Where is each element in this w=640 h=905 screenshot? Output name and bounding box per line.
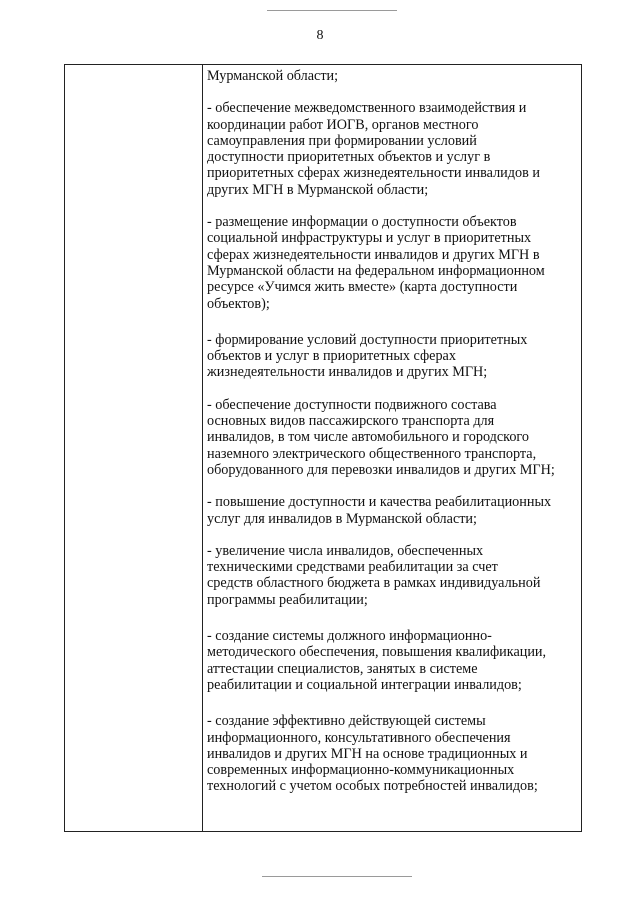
- top-rule: [267, 10, 397, 11]
- list-item-information-placement: - размещение информации о доступности объектов социальной инфраструктуры и услуг в приоритетных сферах жизнедеятельности инвалидов и других МГН в Мурманской области на федеральном информационном ресурсе «Учимся жить вместе» (карта доступности объектов);: [207, 214, 545, 312]
- list-item-coordination: - обеспечение межведомственного взаимодействия и координации работ ИОГВ, органов местного самоуправления при формировании условий доступности приоритетных объектов и услуг в приоритетных сферах жизнедеятельности инвалидов и других МГН в Мурманской области;: [207, 100, 540, 198]
- table-left-cell: [65, 65, 202, 831]
- table-right-cell: [207, 65, 575, 795]
- list-item-technical-means: - увеличение числа инвалидов, обеспеченных техническими средствами реабилитации за счет средств областного бюджета в рамках индивидуальной программы реабилитации;: [207, 542, 541, 608]
- document-table: [64, 64, 582, 832]
- list-item-intro: Мурманской области;: [207, 68, 339, 84]
- list-item-rehabilitation-services: - повышение доступности и качества реабилитационных услуг для инвалидов в Мурманской области;: [207, 494, 552, 527]
- page-number: 8: [316, 28, 324, 43]
- list-item-information-system: - создание эффективно действующей системы информационного, консультативного обеспечения инвалидов и других МГН на основе традиционных и современных информационно-коммуникационных технологий с учетом особых потребностей инвалидов;: [207, 713, 538, 795]
- list-item-accessibility-conditions: - формирование условий доступности приоритетных объектов и услуг в приоритетных сферах жизнедеятельности инвалидов и других МГН;: [207, 331, 528, 381]
- bottom-rule: [262, 876, 412, 877]
- list-item-transport: - обеспечение доступности подвижного состава основных видов пассажирского транспорта для инвалидов, в том числе автомобильного и городского наземного электрического общественного транспорта, оборудованного для перевозки инвалидов и других МГН;: [207, 396, 555, 478]
- list-item-methodical-support: - создание системы должного информационно- методического обеспечения, повышения квалификации, аттестации специалистов, занятых в системе реабилитации и социальной интеграции инвалидов;: [207, 628, 547, 693]
- column-divider: [202, 65, 203, 831]
